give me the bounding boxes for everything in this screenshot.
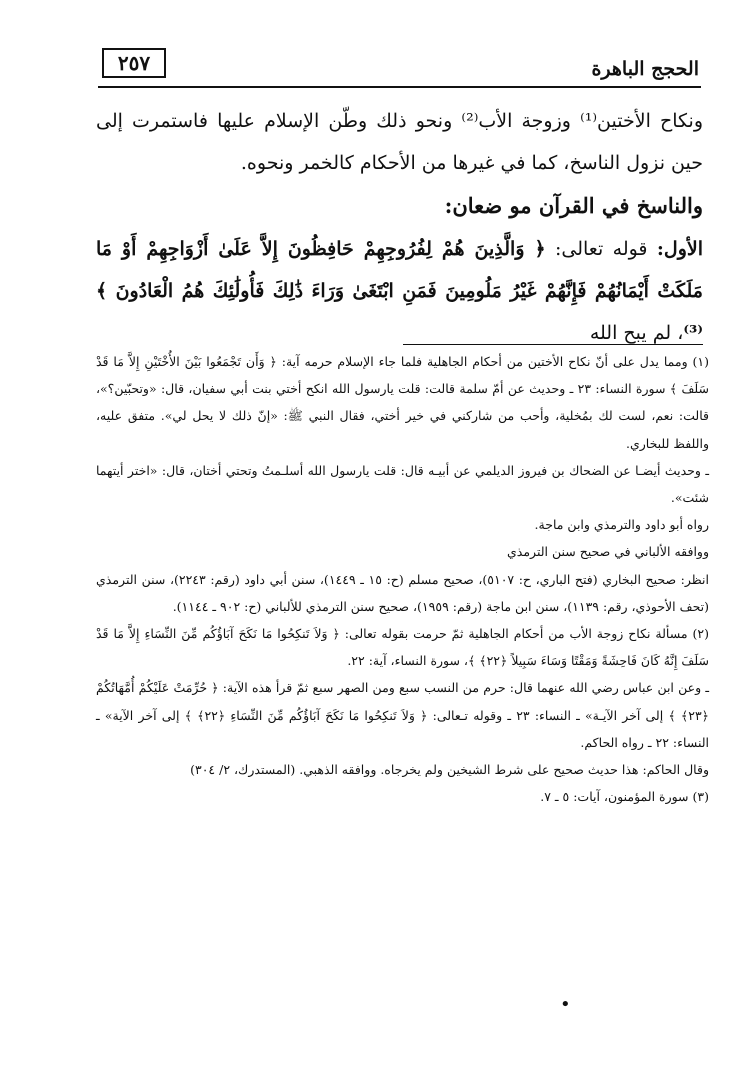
intro-paragraph: ونكاح الأختين⁽¹⁾ وزوجة الأب⁽²⁾ ونحو ذلك وطّن الإسلام عليها فاستمرت إلى حين نزول الناسخ، كما في غيرها من الأحكام كالخمر ونحوه. <box>96 110 703 174</box>
footnote-1-narrators: رواه أبو داود والترمذي وابن ماجة. <box>534 517 709 533</box>
footnote-1: (١) ومما يدل على أنّ نكاح الأختين من أحكام الجاهلية فلما جاء الإسلام حرمه آية: ﴿ وَأَن تَجْمَعُوا بَيْنَ الأُخْتَيْنِ إِلاَّ مَا قَدْ سَلَفَ ﴾ سورة النساء: ٢٣ ـ وحديث عن أمّ سلمة قالت: قلت يارسول الله انكح أختي بنت أبي سفيان، قال: «وتحبّين؟»، قالت: نعم، لست لك بمُخلية، وأحب من شاركني في خير أختي، فقال النبي ﷺ: «إنّ ذلك لا يحل لي». متفق عليه، واللفظ للبخاري. <box>96 354 710 451</box>
page-header <box>98 40 701 88</box>
footnote-separator <box>403 344 703 345</box>
first-tail: ، لم يبح الله <box>589 322 684 344</box>
footnote-1-hadith: ـ وحديث أيضـا عن الضحاك بن فيروز الديلمي عن أبيـه قال: قلت يارسول الله أسلـمتُ وتحتي أختان، قال: «اختر أيتهما شئت». <box>96 462 709 506</box>
footnote-2-grading: وقال الحاكم: هذا حديث صحيح على شرط الشيخين ولم يخرجاه. ووافقه الذهبي. (المستدرك، ٢/ ٣٠٤) <box>190 762 709 778</box>
footnote-2: (٢) مسألة نكاح زوجة الأب من أحكام الجاهلية ثمّ حرمت بقوله تعالى: ﴿ وَلاَ تَنكِحُوا مَا نَكَحَ آبَاؤُكُم مِّنَ النِّسَاءِ إِلاَّ مَا قَدْ سَلَفَ إِنَّهُ كَانَ فَاحِشَةً وَمَقْتًا وَسَاءَ سَبِيلاً ﴿٢٢﴾ ﴾، سورة النساء، آية: ٢٢. <box>96 626 709 669</box>
footnote-2-hadith: ـ وعن ابن عباس رضي الله عنهما قال: حرم من النسب سبع ومن الصهر سبع ثمّ قرأ هذه الآية: ﴿ حُرِّمَتْ عَلَيْكُمْ أُمَّهَاتُكُمْ ﴿٢٣﴾ ﴾ إلى آخر الآيـة» ـ النساء: ٢٣ ـ وقوله تـعالى: ﴿ وَلاَ تَنكِحُوا مَا نَكَحَ آبَاؤُكُم مِّنَ النِّسَاءِ ﴿٢٢﴾ ﴾ إلى آخر الآية» ـ النساء: ٢٢ ـ رواه الحاكم. <box>96 680 709 750</box>
first-verse: ﴿ وَالَّذِينَ هُمْ لِفُرُوجِهِمْ حَافِظُونَ إِلاَّ عَلَىٰ أَزْوَاجِهِمْ أَوْ مَا مَلَكَتْ أَيْمَانُهُمْ فَإِنَّهُمْ غَيْرُ مَلُومِينَ فَمَنِ ابْتَغَىٰ وَرَاءَ ذَٰلِكَ فَأُولَٰئِكَ هُمُ الْعَادُونَ ﴾⁽³⁾ <box>96 238 703 344</box>
page-dot: • <box>560 994 571 1015</box>
section-heading: والناسخ في القرآن مو ضعان: <box>444 193 703 218</box>
running-book-title: الحجج الباهرة <box>591 58 699 80</box>
footnote-1-references: انظر: صحيح البخاري (فتح الباري، ح: ٥١٠٧)، صحيح مسلم (ح: ١٥ ـ ١٤٤٩)، سنن أبي داود (رقم: ٢٢٤٣)، سنن الترمذي (تحف الأحوذي، رقم: ١١٣٩)، سنن ابن ماجة (رقم: ١٩٥٩)، صحيح سنن الترمذي للألباني (ح: ٩٠٢ ـ ١١٤٤). <box>96 571 709 614</box>
footnote-1-grading: ووافقه الألباني في صحيح سنن الترمذي <box>507 544 709 560</box>
page-number-box <box>102 48 166 78</box>
header-rule <box>98 86 701 88</box>
footnotes-block <box>96 348 709 810</box>
footnote-3: (٣) سورة المؤمنون، آيات: ٥ ـ ٧. <box>540 789 709 805</box>
main-text-block <box>96 100 703 354</box>
first-label: الأول: <box>656 238 704 260</box>
first-abrogation-paragraph <box>96 228 703 354</box>
first-intro: قوله تعالى: <box>554 238 648 260</box>
page-number: ٢٥٧ <box>117 51 151 75</box>
